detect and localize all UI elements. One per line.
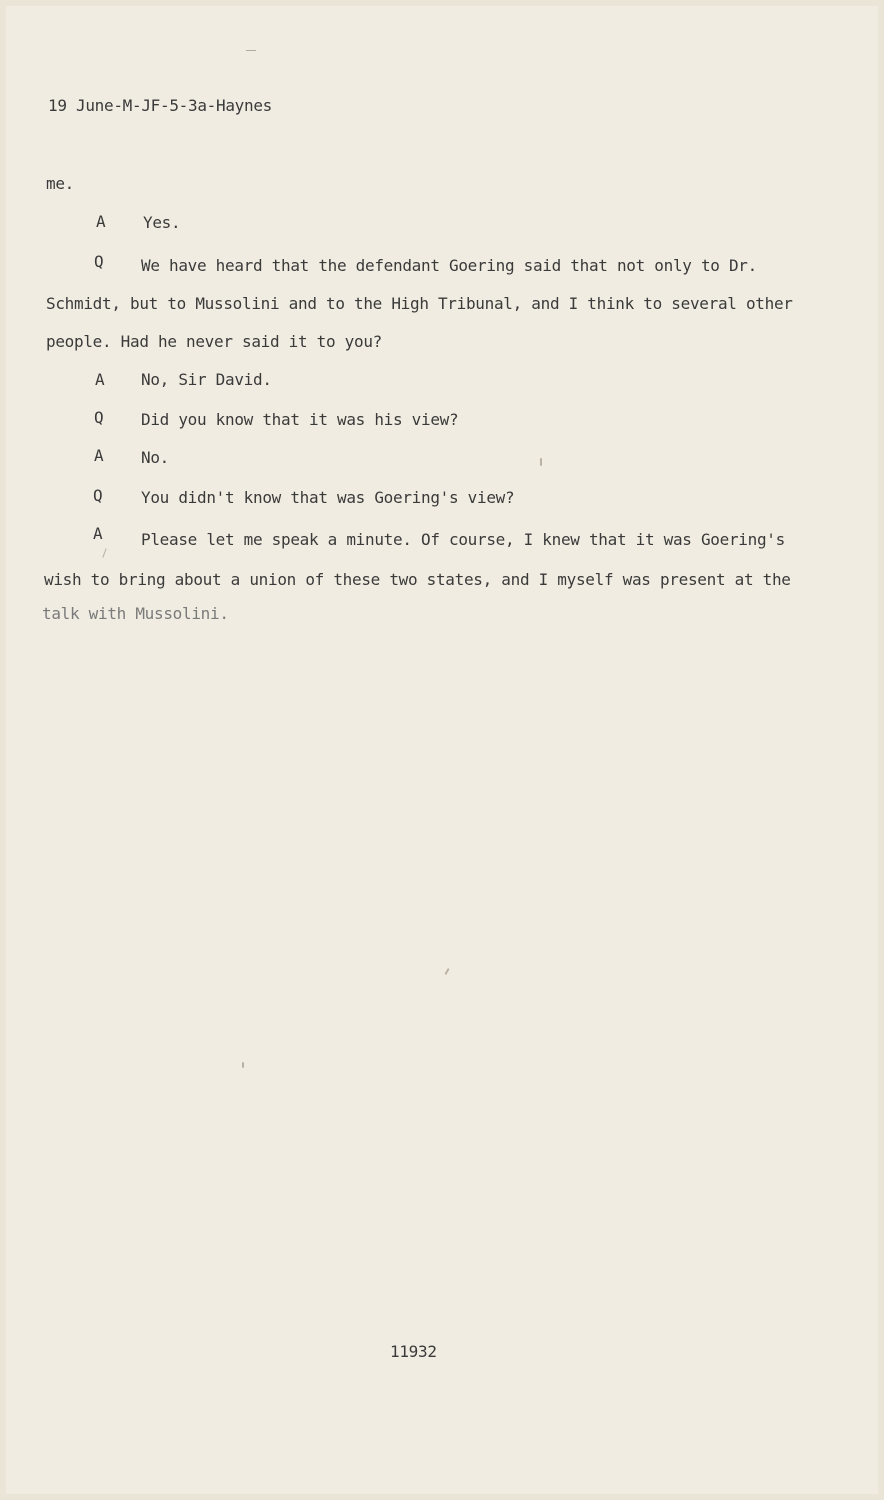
transcript-question: Did you know that it was his view? (141, 410, 459, 429)
transcript-line-continuation: wish to bring about a union of these two states, and I myself was present at the (44, 570, 791, 589)
paper-speck (444, 968, 449, 975)
paper-speck (242, 1062, 244, 1068)
transcript-answer: No. (141, 448, 169, 467)
transcript-question: You didn't know that was Goering's view? (141, 488, 515, 507)
speaker-label: A (93, 524, 103, 543)
page-number: 11932 (390, 1342, 437, 1361)
document-header: 19 June-M-JF-5-3a-Haynes (48, 96, 272, 115)
transcript-answer: Please let me speak a minute. Of course, I knew that it was Goering's (141, 530, 785, 549)
speaker-label: A (96, 212, 106, 231)
transcript-question: We have heard that the defendant Goering said that not only to Dr. (141, 256, 757, 275)
speaker-label: A (94, 446, 104, 465)
speaker-label: Q (94, 408, 104, 427)
paper-speck (102, 548, 106, 558)
transcript-line-continuation: people. Had he never said it to you? (46, 332, 382, 351)
transcript-answer: No, Sir David. (141, 370, 272, 389)
speaker-label: A (95, 370, 105, 389)
transcript-line-continuation: me. (46, 174, 74, 193)
transcript-line-continuation: talk with Mussolini. (42, 604, 229, 623)
top-mark (246, 50, 256, 51)
paper-speck (540, 458, 542, 466)
speaker-label: Q (93, 486, 103, 505)
transcript-line-continuation: Schmidt, but to Mussolini and to the High Tribunal, and I think to several other (46, 294, 793, 313)
transcript-answer: Yes. (143, 213, 181, 232)
speaker-label: Q (94, 252, 104, 271)
